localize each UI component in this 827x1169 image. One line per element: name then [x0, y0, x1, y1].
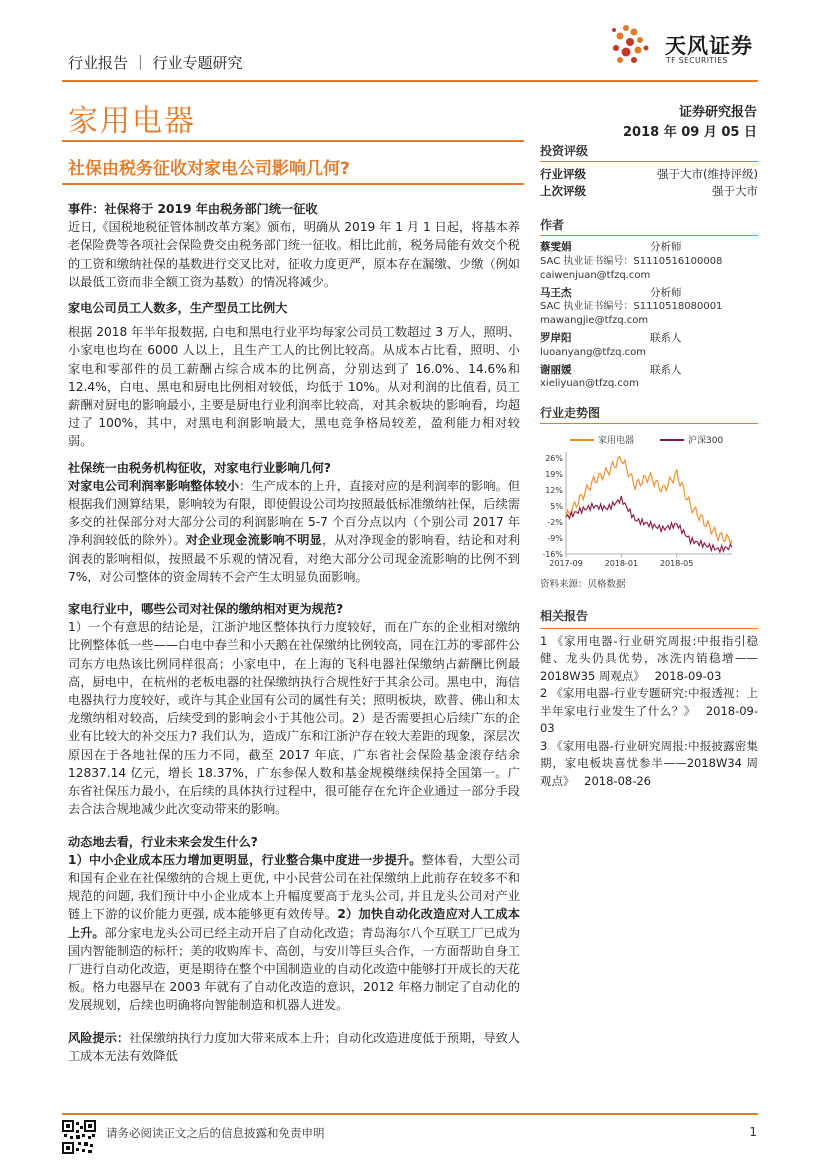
title-divider [62, 140, 524, 142]
industry-rating-label: 行业评级 [540, 167, 586, 181]
chart-axes [542, 452, 732, 568]
series-line-home-appliance [566, 456, 732, 544]
author-list [540, 240, 758, 391]
x-tick-label: 2018-05 [659, 559, 694, 568]
author-email[interactable]: mawangjie@tfzq.com [540, 315, 649, 326]
risk-note [68, 1029, 520, 1065]
author-role: 分析师 [650, 241, 682, 253]
related-report-date: 2018-08-26 [584, 773, 651, 788]
title-divider-bottom [62, 183, 524, 185]
y-tick-label: -16% [542, 550, 563, 559]
logo-name: 天风证券 [665, 34, 753, 58]
industry-rating-row [540, 166, 758, 183]
related-report-title: 3 《家用电器-行业研究周报:中报披露密集期，家电板块喜忧参半——2018W34 周观点》 [540, 738, 758, 788]
related-report-date: 2018-09-03 [540, 703, 759, 735]
y-tick-label: -9% [547, 534, 563, 543]
section-heading: 事件：社保将于 2019 年由税务部门统一征收 [68, 202, 318, 216]
prev-rating-label: 上次评级 [540, 184, 586, 198]
prev-rating-value: 强于大市 [712, 184, 758, 198]
x-tick-label: 2018-01 [604, 559, 639, 568]
author-email[interactable]: xieliyuan@tfzq.com [540, 378, 639, 389]
y-tick-label: 19% [545, 470, 563, 479]
y-tick-label: 26% [545, 454, 563, 463]
section-heading: 社保统一由税务机构征收，对家电行业影响几何? [68, 460, 332, 475]
author-email[interactable]: caiwenjuan@tfzq.com [540, 269, 651, 281]
authors-section-title: 作者 [540, 216, 758, 236]
related-report-item[interactable] [540, 685, 758, 738]
paragraph: 根据 2018 年半年报数据, 白电和黑电行业平均每家公司员工数超过 3 万人，照明、小家电也均在 6000 人以上，且生产工人的比例比较高。从成本占比看，照明、小家电和零部件的员工薪酬占综合成本的比例高，分别达到了 16.0%、14.6%和 12.4%，白电、黑电和厨电比例相对较低，均低于 10%。从对利润的比值看, 员工薪酬对厨电的影响最小, 主要是厨电行业利润率比较高，对其余板块的影响看，均超过了 100%，其中，对黑电利润影响最大，黑电竞争格局较差，盈利能力相对较弱。 [68, 325, 521, 449]
header-divider [62, 80, 758, 82]
trend-section-title: 行业走势图 [540, 404, 758, 424]
author-name: 马王杰 [540, 286, 572, 299]
text: 部分家电龙头公司已经主动开启了自动化改造；青岛海尔八个互联工厂已成为国内智能制造的标杆；美的收购库卡、高创，与安川等巨头合作，一方面帮助自身工厂进行自动化改造，更是期待在整个中国制造业的自动化改造中能够打开成长的天花板。格力电器早在 2003 年就有了自动化改造的意识，2012 年格力制定了自动化的发展规划，后续也明确将向智能制造和机器人进发。 [68, 925, 521, 1013]
chart-series [566, 456, 732, 552]
emphasis: 对家电公司利润率影响整体较小 [68, 478, 240, 493]
industry-trend-chart [540, 412, 758, 582]
chart-source: 资料来源：贝格数据 [540, 579, 626, 590]
author-cert: SAC 执业证书编号：S1110516100008 [540, 255, 723, 267]
legend-label: 家用电器 [598, 436, 635, 446]
author-role: 分析师 [650, 286, 682, 299]
risk-text: 社保缴纳执行力度加大带来成本上升；自动化改造进度低于预期，导致人工成本无法有效降低 [68, 1030, 521, 1063]
related-report-item[interactable] [540, 633, 758, 686]
section-heading: 家电行业中，哪些公司对社保的缴纳相对更为规范? [68, 602, 344, 617]
report-title: 社保由税务征收对家电公司影响几何? [68, 159, 350, 179]
emphasis: 1）中小企业成本压力增加更明显，行业整合集中度进一步提升。 [68, 852, 422, 867]
sector-title: 家用电器 [68, 104, 196, 139]
related-report-item[interactable] [540, 738, 758, 791]
sidebar [540, 142, 758, 391]
disclaimer-text: 请务必阅读正文之后的信息披露和免责申明 [106, 1126, 325, 1140]
author-name: 罗岸阳 [540, 332, 572, 344]
author-email[interactable]: luoanyang@tfzq.com [540, 346, 647, 358]
author-entry [540, 286, 758, 329]
chart-legend [570, 434, 723, 446]
text: ：生产成本的上升，直接对应的是利润率的影响。但根据我们测算结果，影响较为有限，即使假设公司均按照最低标准缴纳社保，后续需多交的社保部分对大部分公司的利润影响在 5-7 个百分点以内（个别公司 2017 年净利润较低的除外）。 [68, 478, 521, 548]
report-date: 2018 年 09 月 05 日 [623, 125, 757, 140]
related-report-title: 1 《家用电器-行业研究周报:中报指引稳健、龙头仍具优势，冰洗内销稳增——2018W35 周观点》 [540, 633, 758, 683]
section-heading: 家电公司员工人数多，生产型员工比例大 [68, 301, 288, 316]
text: ，从对净现金的影响看，结论和对利润表的影响相似，按照最不乐观的情况看，对绝大部分公司现金流影响的比例不到 7%，对公司整体的资金周转不会产生太明显负面影响。 [68, 533, 520, 584]
report-type: 证券研究报告 [678, 105, 757, 120]
rating-section-title: 投资评级 [540, 142, 758, 162]
author-name: 蔡雯娟 [540, 241, 572, 253]
text: 整体看，大型公司和国有企业在社保缴纳的合规上更优, 中小民营公司在社保缴纳上此前存在较多不和规范的问题, 我们预计中小企业成本上升幅度要高于龙头公司, 并且龙头公司对产业链上下游的议价能力更强, 成本能够更有效传导。 [68, 852, 521, 922]
related-reports [540, 608, 758, 790]
x-tick-label: 2017-09 [549, 559, 583, 568]
paragraph [68, 477, 520, 586]
section-heading: 动态地去看，行业未来会发生什么? [68, 834, 258, 849]
qr-code-icon[interactable] [62, 1120, 96, 1154]
emphasis: 2）加快自动化改造应对人工成本上升。 [68, 907, 520, 940]
logo-english: TF SECURITIES [666, 56, 728, 65]
author-entry [540, 240, 758, 283]
industry-rating-value: 强于大市(维持评级) [657, 167, 758, 181]
author-role: 联系人 [650, 332, 682, 344]
report-body [68, 200, 520, 1065]
y-tick-label: 12% [545, 486, 563, 495]
author-name: 谢丽媛 [540, 363, 572, 376]
related-report-date: 2018-09-03 [654, 668, 722, 683]
author-role: 联系人 [650, 363, 682, 376]
legend-label: 沪深300 [688, 436, 724, 446]
paragraph [68, 851, 520, 1015]
emphasis: 对企业现金流影响不明显 [185, 533, 323, 548]
footer-divider [62, 1113, 758, 1115]
page-number: 1 [749, 1125, 757, 1139]
author-entry [540, 363, 758, 392]
paragraph: 近日,《国税地税征管体制改革方案》颁布，明确从 2019 年 1 月 1 日起，将基本养老保险费等各项社会保险费交由税务部门统一征收。相比此前，税务局能有效交个税的工资和缴纳社保的基数进行交叉比对，征收力度更严，原本存在漏缴、少缴（例如以最低工资而非全额工资为基数）的情况将减少。 [68, 220, 520, 289]
y-tick-label: 5% [550, 502, 563, 511]
y-tick-label: -2% [547, 518, 563, 527]
author-entry [540, 331, 758, 360]
risk-label: 风险提示： [68, 1030, 130, 1045]
author-cert: SAC 执业证书编号：S1110518080001 [540, 301, 723, 312]
prev-rating-row [540, 183, 758, 200]
related-section-title: 相关报告 [540, 608, 758, 629]
related-report-title: 2 《家用电器-行业专题研究:中报透视：上半年家电行业发生了什么？》 [540, 686, 758, 718]
report-category: 行业报告 ｜ 行业专题研究 [68, 54, 243, 72]
paragraph: 1）一个有意思的结论是，江浙沪地区整体执行力度较好，而在广东的企业相对缴纳比例整体低一些——白电中春兰和小天鹅在社保缴纳比例较高，同在江苏的零部件公司东方电热该比例同样很高；小家电中，在上海的飞科电器社保缴纳占薪酬比例最高，厨电中，在杭州的老板电器的社保缴纳执行合规性好于其余公司。黑电中，海信电器执行力度较好，或许与其企业国有公司的属性有关；照明板块，欧普、佛山和太龙缴纳相对较高，后续受到的影响会小于其他公司。2）是否需要担心后续广东的企业有比较大的补交压力? 我们认为，造成广东和江浙沪存在较大差距的现象，深层次原因在于各地社保的压力不同，截至 2017 年底，广东省社会保险基金滚存结余 12837.14 亿元，增长 18.37%，广东参保人数和基金规模继续保持全国第一。广东省社保压力最小，在后续的具体执行过程中，很可能存在允许企业通过一部分手段去合法合规地减少此次变动带来的影响。 [68, 620, 520, 817]
